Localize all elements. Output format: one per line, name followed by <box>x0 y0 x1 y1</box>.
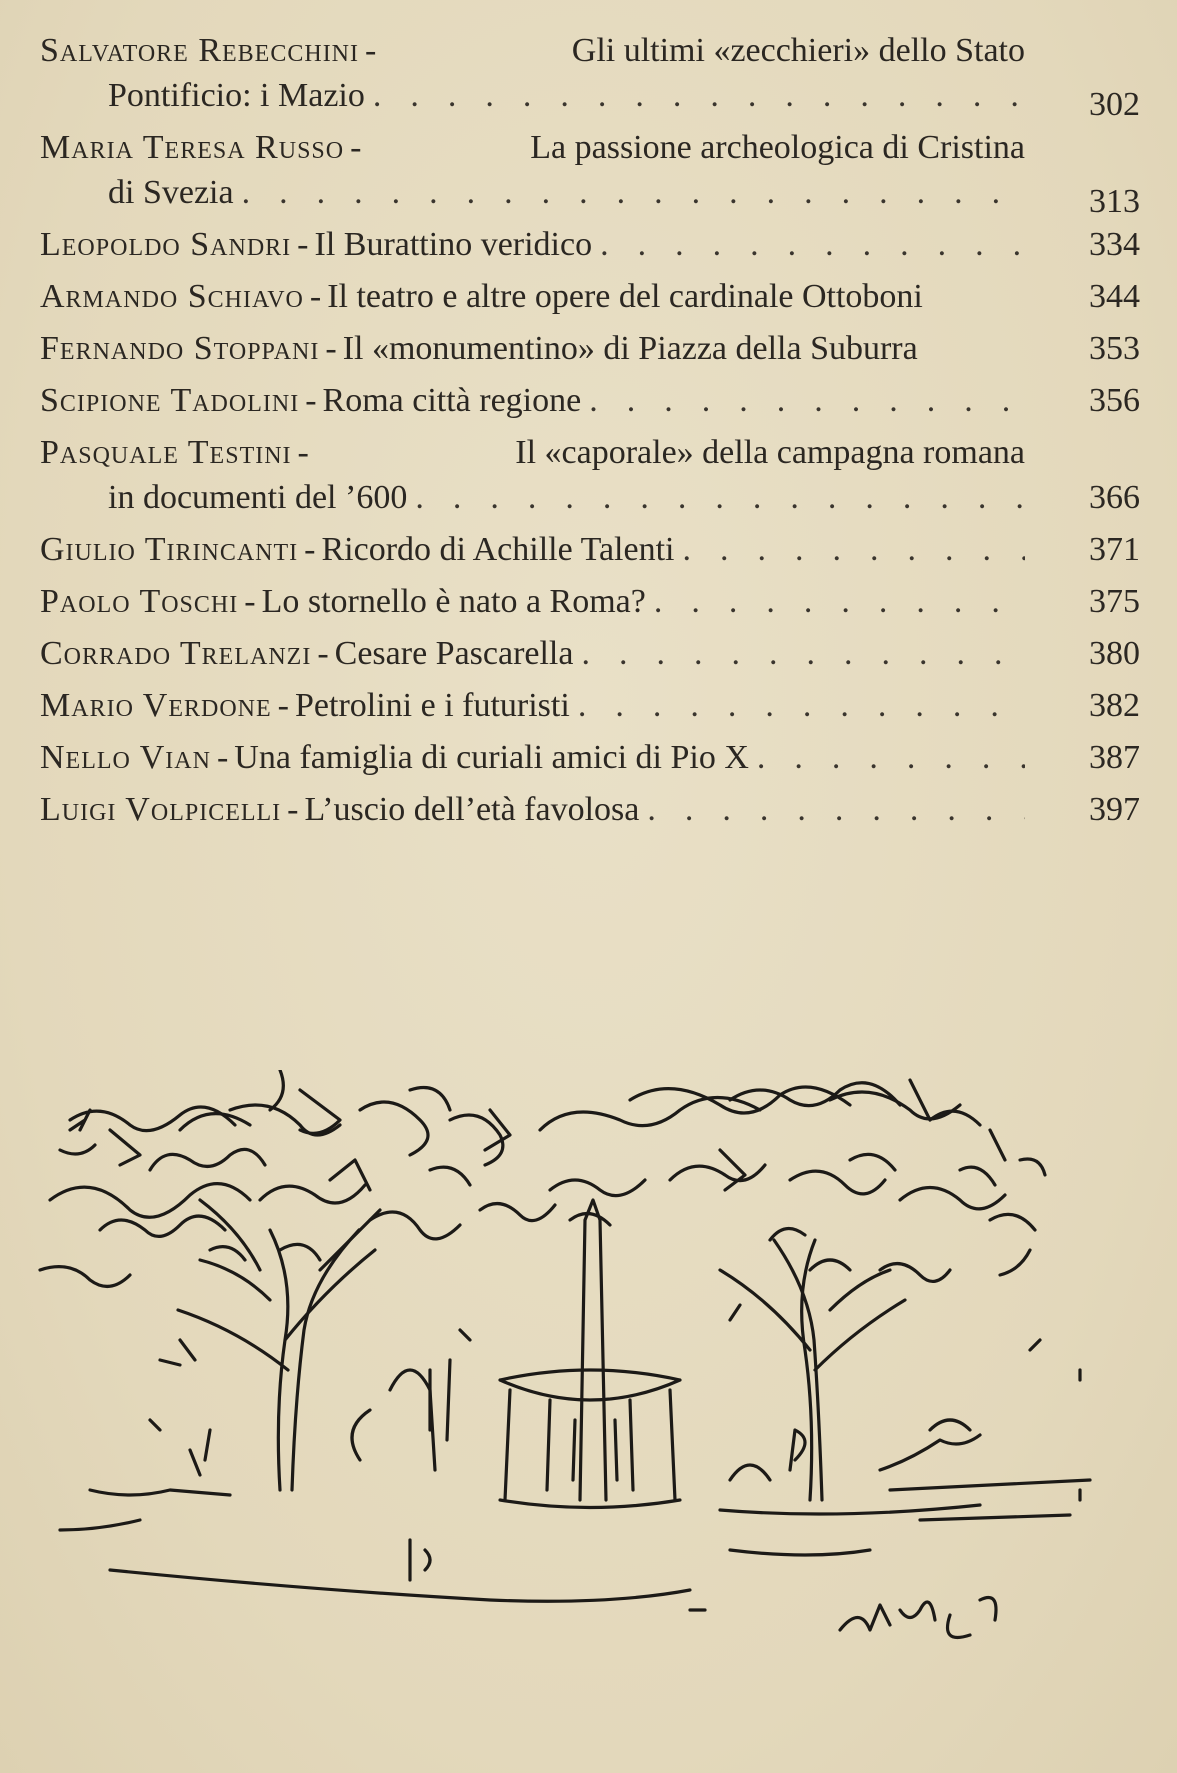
toc-entry: Giulio Tirincanti - Ricordo di Achille Talenti . . 371 <box>40 527 1140 572</box>
entry-title: Il «caporale» della campagna romana <box>515 434 1025 471</box>
entry-author: Pasquale Testini <box>40 434 292 471</box>
entry-title: Una famiglia di curiali amici di Pio X <box>234 739 749 776</box>
toc-entry: Corrado Trelanzi - Cesare Pascarella . . 380 <box>40 631 1140 676</box>
toc-entry: Pasquale Testini - Il «caporale» della campagna romana in documenti del ’600 . . 366 <box>40 430 1140 520</box>
entry-page-number: 353 <box>1089 330 1140 367</box>
entry-page-number: 387 <box>1089 739 1140 776</box>
toc-entry: Maria Teresa Russo - La passione archeologica di Cristina di Svezia . . 313 <box>40 125 1140 215</box>
toc-entry: Armando Schiavo - Il teatro e altre opere del cardinale Ottoboni 344 <box>40 274 1140 319</box>
entry-title: Petrolini e i futuristi <box>295 687 570 724</box>
entry-title: Il teatro e altre opere del cardinale Ottoboni <box>327 278 923 315</box>
toc-entry: Fernando Stoppani - Il «monumentino» di Piazza della Suburra 353 <box>40 326 1140 371</box>
dot-leader <box>373 73 1025 118</box>
right-tree-foliage <box>540 1080 1045 1281</box>
entry-author: Giulio Tirincanti <box>40 531 299 568</box>
toc-entry: Scipione Tadolini - Roma città regione . . 356 <box>40 378 1140 423</box>
entry-page-number: 397 <box>1089 791 1140 828</box>
entry-title: Lo stornello è nato a Roma? <box>261 583 646 620</box>
entry-page-number: 380 <box>1089 635 1140 672</box>
dot-leader <box>589 378 1025 423</box>
entry-title: Cesare Pascarella <box>334 635 574 672</box>
buildings-and-ground <box>60 1360 1090 1601</box>
dot-leader <box>581 631 1025 676</box>
entry-page-number: 356 <box>1089 382 1140 419</box>
entry-page-number: 334 <box>1089 226 1140 263</box>
entry-title: La passione archeologica di Cristina <box>530 129 1025 166</box>
entry-author: Luigi Volpicelli <box>40 791 282 828</box>
table-of-contents <box>40 28 1140 832</box>
dot-leader <box>600 222 1025 267</box>
dot-leader <box>647 787 1025 832</box>
entry-title-continued: in documenti del ’600 <box>108 479 408 516</box>
entry-author: Mario Verdone <box>40 687 272 724</box>
entry-author: Maria Teresa Russo <box>40 129 345 166</box>
entry-page-number: 302 <box>1089 86 1140 123</box>
toc-entry: Paolo Toschi - Lo stornello è nato a Roma? . . 375 <box>40 579 1140 624</box>
entry-author: Nello Vian <box>40 739 211 776</box>
toc-entry: Leopoldo Sandri - Il Burattino veridico . . 334 <box>40 222 1140 267</box>
entry-title-continued: Pontificio: i Mazio <box>108 77 365 114</box>
entry-title: L’uscio dell’età favolosa <box>304 791 640 828</box>
fountain-obelisk <box>500 1200 680 1508</box>
dot-leader <box>654 579 1025 624</box>
dot-leader <box>415 475 1025 520</box>
artist-signature <box>840 1598 996 1638</box>
entry-title: Il Burattino veridico <box>314 226 593 263</box>
entry-page-number: 371 <box>1089 531 1140 568</box>
entry-title: Ricordo di Achille Talenti <box>321 531 675 568</box>
right-tree-trunk <box>720 1240 905 1500</box>
left-tree-foliage <box>40 1070 555 1286</box>
dot-leader <box>682 527 1025 572</box>
entry-title: Il «monumentino» di Piazza della Suburra <box>342 330 918 367</box>
toc-entry: Salvatore Rebecchini - Gli ultimi «zecchieri» dello Stato Pontificio: i Mazio . . 302 <box>40 28 1140 118</box>
entry-page-number: 375 <box>1089 583 1140 620</box>
entry-author: Scipione Tadolini <box>40 382 300 419</box>
entry-author: Leopoldo Sandri <box>40 226 292 263</box>
dot-leader <box>242 170 1025 215</box>
entry-title: Roma città regione <box>322 382 582 419</box>
entry-page-number: 382 <box>1089 687 1140 724</box>
toc-entry: Nello Vian - Una famiglia di curiali amici di Pio X . . 387 <box>40 735 1140 780</box>
toc-entry: Luigi Volpicelli - L’uscio dell’età favolosa . . 397 <box>40 787 1140 832</box>
entry-author: Fernando Stoppani <box>40 330 320 367</box>
dot-leader <box>757 735 1025 780</box>
entry-author: Paolo Toschi <box>40 583 239 620</box>
entry-author: Armando Schiavo <box>40 278 304 315</box>
entry-page-number: 344 <box>1089 278 1140 315</box>
entry-page-number: 313 <box>1089 183 1140 220</box>
dot-leader <box>578 683 1025 728</box>
entry-author: Corrado Trelanzi <box>40 635 312 672</box>
entry-title: Gli ultimi «zecchieri» dello Stato <box>571 32 1025 69</box>
entry-author: Salvatore Rebecchini <box>40 32 360 69</box>
ink-sketch-illustration <box>30 1070 1140 1690</box>
entry-title-continued: di Svezia <box>108 174 234 211</box>
entry-page-number: 366 <box>1089 479 1140 516</box>
toc-entry: Mario Verdone - Petrolini e i futuristi . . 382 <box>40 683 1140 728</box>
